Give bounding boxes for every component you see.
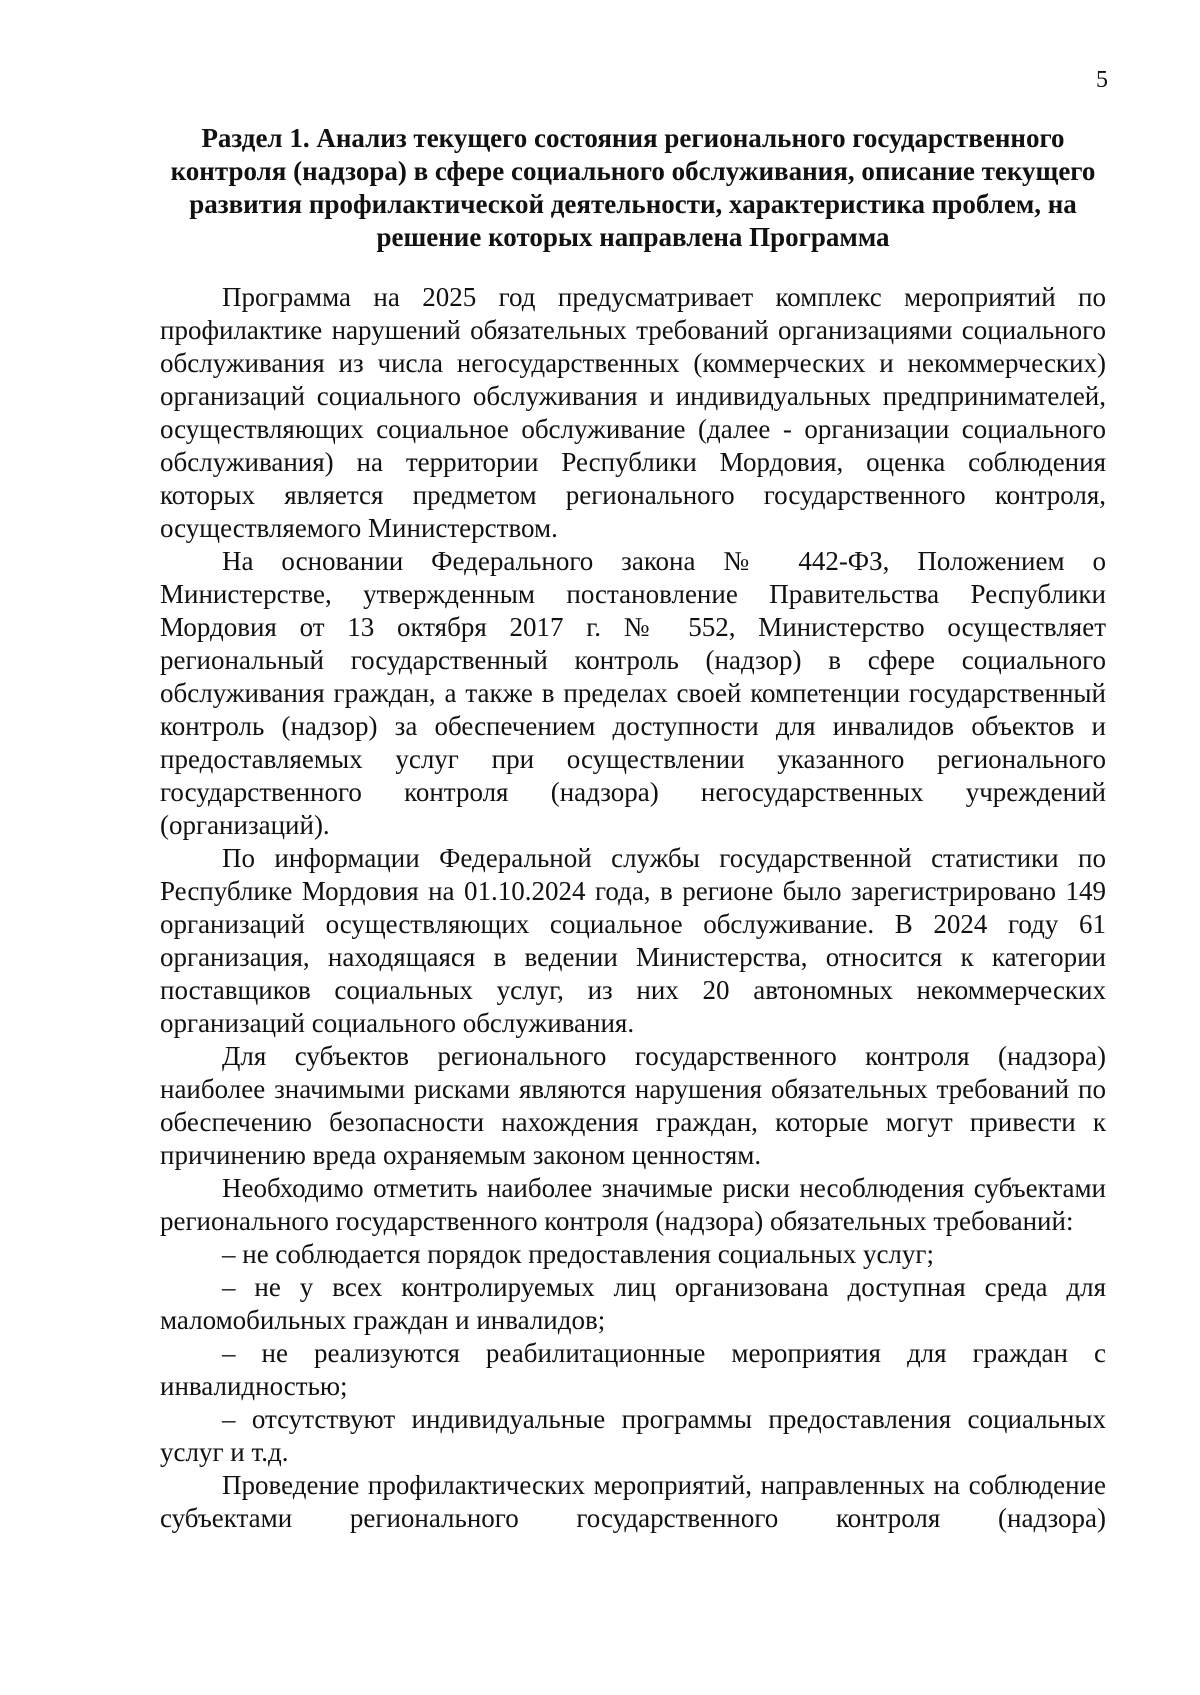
paragraph-legal-basis: На основании Федерального закона № 442-ФЗ, Положением о Министерстве, утвержденным постановление Правительства Республики Мордовия от 13 октября 2017 г. № 552, Министерство осуществляет региональный государственный контроль (надзор) в сфере социального обслуживания граждан, а также в пределах своей компетенции государственный контроль (надзор) за обеспечением доступности для инвалидов объектов и предоставляемых услуг при осуществлении указанного регионального государственного контроля (надзора) негосударственных учреждений (организаций). [160,546,1106,840]
paragraph-statistics: По информации Федеральной службы государственной статистики по Республике Мордовия на 01.10.2024 года, в регионе было зарегистрировано 149 организаций осуществляющих социальное обслуживание. В 2024 году 61 организация, находящаяся в ведении Министерства, относится к категории поставщиков социальных услуг, из них 20 автономных некоммерческих организаций социального обслуживания. [160,843,1106,1038]
list-item: – не у всех контролируемых лиц организована доступная среда для маломобильных граждан и инвалидов; [160,1272,1106,1335]
paragraph-risks: Для субъектов регионального государственного контроля (надзора) наиболее значимыми рисками являются нарушения обязательных требований по обеспечению безопасности нахождения граждан, которые могут привести к причинению вреда охраняемым законом ценностям. [160,1041,1106,1170]
list-item: – не соблюдается порядок предоставления социальных услуг; [222,1239,934,1269]
body-text [160,281,1106,1535]
paragraph-prevention: Проведение профилактических мероприятий, направленных на соблюдение субъектами регионального государственного контроля (надзора) [160,1470,1106,1533]
section-heading: Раздел 1. Анализ текущего состояния регионального государственного контроля (надзора) в сфере социального обслуживания, описание текущего развития профилактической деятельности, характеристика проблем, на решение которых направлена Программа [170,123,1096,252]
page-number: 5 [1096,67,1108,93]
list-item: – отсутствуют индивидуальные программы предоставления социальных услуг и т.д. [160,1404,1106,1467]
list-item: – не реализуются реабилитационные мероприятия для граждан с инвалидностью; [160,1338,1106,1401]
paragraph-risks-intro: Необходимо отметить наиболее значимые риски несоблюдения субъектами регионального государственного контроля (надзора) обязательных требований: [160,1173,1106,1236]
paragraph-program-scope: Программа на 2025 год предусматривает комплекс мероприятий по профилактике нарушений обязательных требований организациями социального обслуживания из числа негосударственных (коммерческих и некоммерческих) организаций социального обслуживания и индивидуальных предпринимателей, осуществляющих социальное обслуживание (далее - организации социального обслуживания) на территории Республики Мордовия, оценка соблюдения которых является предметом регионального государственного контроля, осуществляемого Министерством. [160,282,1106,543]
